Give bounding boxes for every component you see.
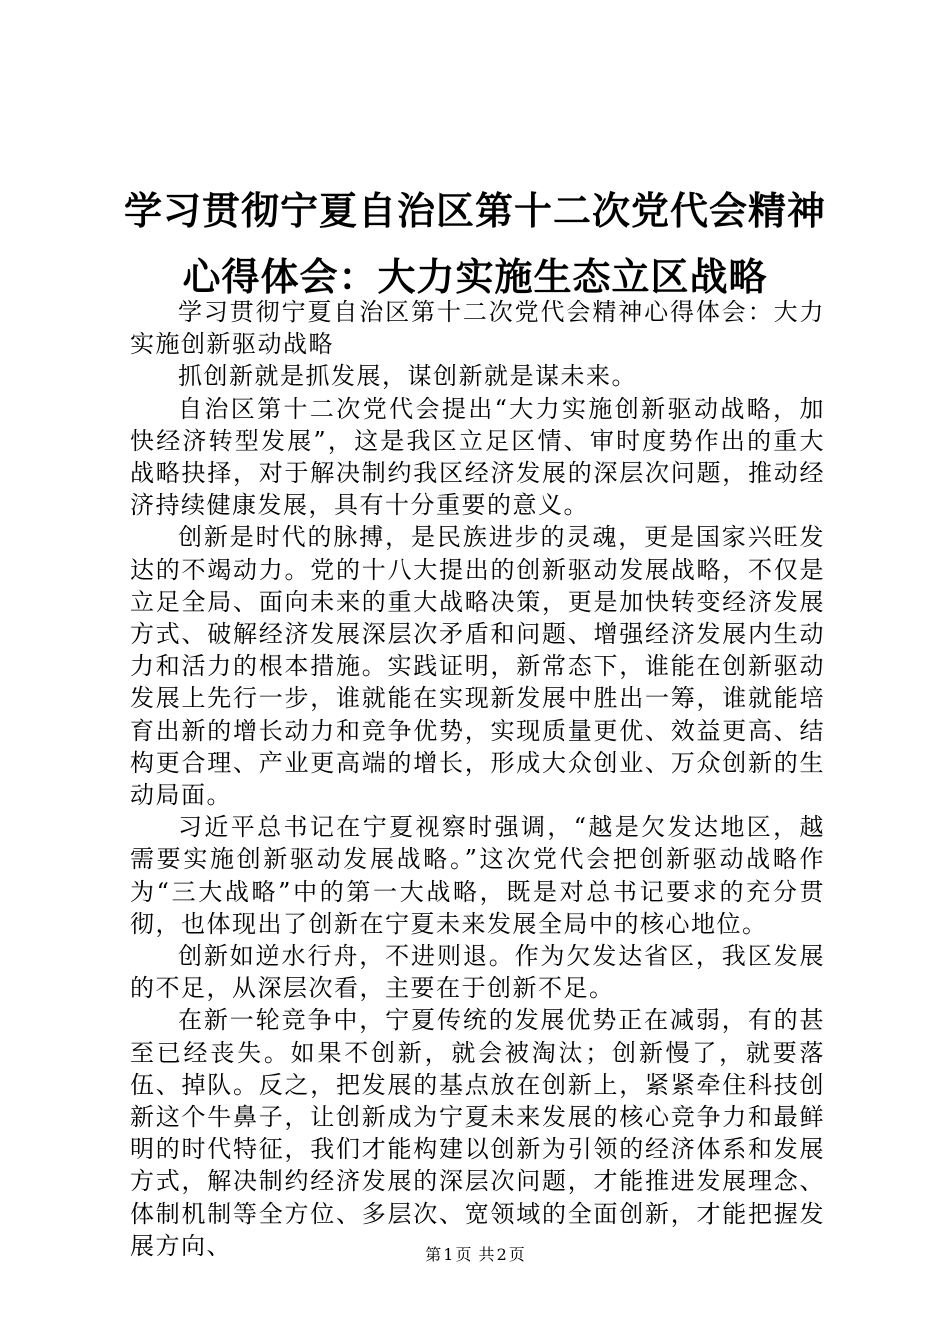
paragraph: 创新是时代的脉搏，是民族进步的灵魂，更是国家兴旺发达的不竭动力。党的十八大提出的创新驱动发展战略，不仅是立足全局、面向未来的重大战略决策，更是加快转变经济发展方式、破解经济发展深层次矛盾和问题、增强经济发展内生动力和活力的根本措施。实践证明，新常态下，谁能在创新驱动发展上先行一步，谁就能在实现新发展中胜出一筹，谁就能培育出新的增长动力和竞争优势，实现质量更优、效益更高、结构更合理、产业更高端的增长，形成大众创业、万众创新的生动局面。 xyxy=(130,523,825,810)
paragraph: 创新如逆水行舟，不进则退。作为欠发达省区，我区发展的不足，从深层次看，主要在于创新不足。 xyxy=(130,942,825,1003)
paragraph: 抓创新就是抓发展，谋创新就是谋未来。 xyxy=(178,362,637,391)
page-number: 1 xyxy=(443,1245,454,1264)
paragraph: 在新一轮竞争中，宁夏传统的发展优势正在减弱，有的甚至已经丧失。如果不创新，就会被淘汰；创新慢了，就要落伍、掉队。反之，把发展的基点放在创新上，紧紧牵住科技创新这个牛鼻子，让创新成为宁夏未来发展的核心竞争力和最鲜明的时代特征，我们才能构建以创新为引领的经济体系和发展方式，解决制约经济发展的深层次问题，才能推进发展理念、体制机制等全方位、多层次、宽领域的全面创新，才能把握发展方向、 xyxy=(130,1006,825,1260)
page-prefix: 第 xyxy=(425,1245,442,1264)
document-title: 学习贯彻宁夏自治区第十二次党代会精神心得体会：大力实施生态立区战略 xyxy=(123,188,826,299)
paragraph: 习近平总书记在宁夏视察时强调，“越是欠发达地区，越需要实施创新驱动发展战略。”这次党代会把创新驱动战略作为“三大战略”中的第一大战略，既是对总书记要求的充分贯彻，也体现出了创新在宁夏未来发展全局中的核心地位。 xyxy=(130,813,825,938)
page-unit: 页 xyxy=(455,1245,472,1264)
document-body xyxy=(130,296,825,1262)
total-pages: 2 xyxy=(496,1245,507,1264)
page-footer xyxy=(0,1244,950,1266)
paragraph: 自治区第十二次党代会提出“大力实施创新驱动战略，加快经济转型发展”，这是我区立足区情、审时度势作出的重大战略抉择，对于解决制约我区经济发展的深层次问题，推动经济持续健康发展，具有十分重要的意义。 xyxy=(130,394,825,520)
total-unit: 页 xyxy=(508,1245,525,1264)
paragraph: 学习贯彻宁夏自治区第十二次党代会精神心得体会：大力实施创新驱动战略 xyxy=(130,298,825,359)
total-prefix: 共 xyxy=(478,1245,495,1264)
